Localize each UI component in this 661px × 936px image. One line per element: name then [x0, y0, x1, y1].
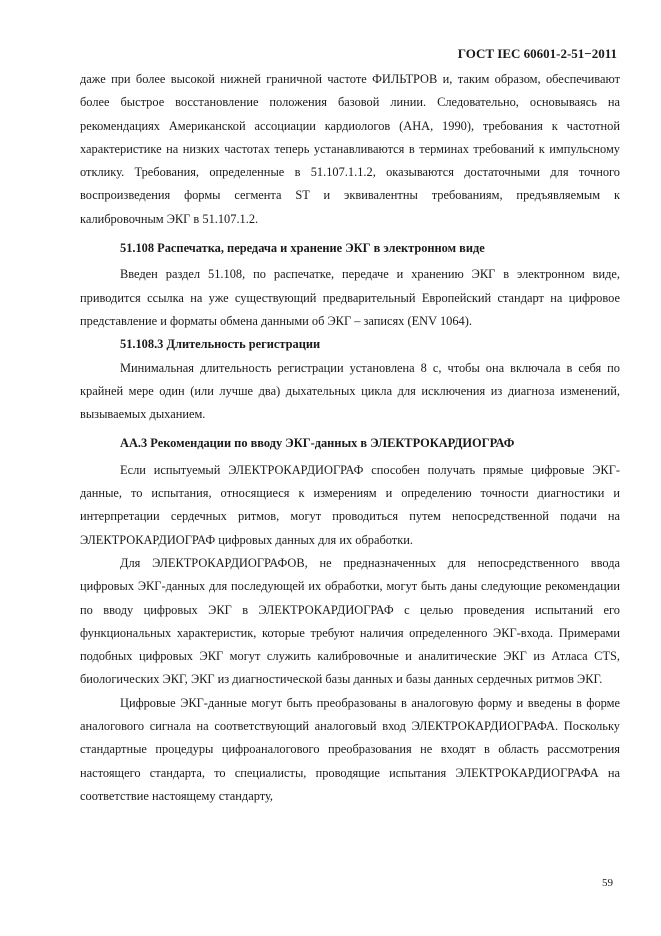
section-heading: 51.108.3 Длительность регистрации	[120, 337, 321, 352]
page-number: 59	[602, 877, 613, 889]
section-heading: AA.3 Рекомендации по вводу ЭКГ-данных в ЭЛЕКТРОКАРДИОГРАФ	[120, 436, 515, 451]
paragraph: даже при более высокой нижней граничной частоте ФИЛЬТРОВ и, таким образом, обеспечивают более быстрое восстановление положения базовой линии. Следовательно, основываясь на рекомендациях Американской ассоциации кардиологов (AHA, 1990), требования к частотной характеристике на низких частотах теперь устанавливаются в терминах требований к импульсному отклику. Требования, определенные в 51.107.1.1.2, оказываются достаточными для точного воспроизведения формы сегмента ST и эквивалентны требованиям, предъявляемым к калибровочным ЭКГ в 51.107.1.2.	[80, 72, 620, 226]
document-body	[80, 68, 620, 808]
paragraph: Введен раздел 51.108, по распечатке, передаче и хранению ЭКГ в электронном виде, приводится ссылка на уже существующий предварительный Европейский стандарт на цифровое представление и форматы обмена данными об ЭКГ – записях (ENV 1064).	[80, 267, 620, 328]
document-header: ГОСТ IEC 60601-2-51−2011	[457, 46, 617, 61]
paragraph: Минимальная длительность регистрации установлена 8 с, чтобы она включала в себя по крайней мере один (или лучше два) дыхательных цикла для исключения из диагноза изменений, вызываемых дыханием.	[80, 360, 620, 422]
paragraph: Если испытуемый ЭЛЕКТРОКАРДИОГРАФ способен получать прямые цифровые ЭКГ-данные, то испытания, относящиеся к измерениям и определению точности диагностики и интерпретации сердечных ритмов, могут проводиться путем непосредственной подачи на ЭЛЕКТРОКАРДИОГРАФ цифровых данных для их обработки.	[80, 462, 620, 547]
paragraph: Для ЭЛЕКТРОКАРДИОГРАФОВ, не предназначенных для непосредственного ввода цифровых ЭКГ-данных для последующей их обработки, могут быть даны следующие рекомендации по вводу цифровых ЭКГ в ЭЛЕКТРОКАРДИОГРАФ с целью проведения испытаний его функциональных характеристик, которые требуют наличия определенного ЭКГ-входа. Примерами подобных цифровых ЭКГ могут служить калибровочные и аналитические ЭКГ из Атласа CTS, биологических ЭКГ, ЭКГ из диагностической базы данных и базы данных сердечных ритмов ЭКГ.	[80, 555, 620, 687]
section-heading: 51.108 Распечатка, передача и хранение ЭКГ в электронном виде	[120, 241, 485, 256]
paragraph: Цифровые ЭКГ-данные могут быть преобразованы в аналоговую форму и введены в форме аналогового сигнала на соответствующий аналоговый вход ЭЛЕКТРОКАРДИОГРАФА. Поскольку стандартные процедуры цифроаналогового преобразования не входят в область рассмотрения настоящего стандарта, то специалисты, проводящие испытания ЭЛЕКТРОКАРДИОГРАФА на соответствие настоящему стандарту,	[80, 695, 620, 803]
